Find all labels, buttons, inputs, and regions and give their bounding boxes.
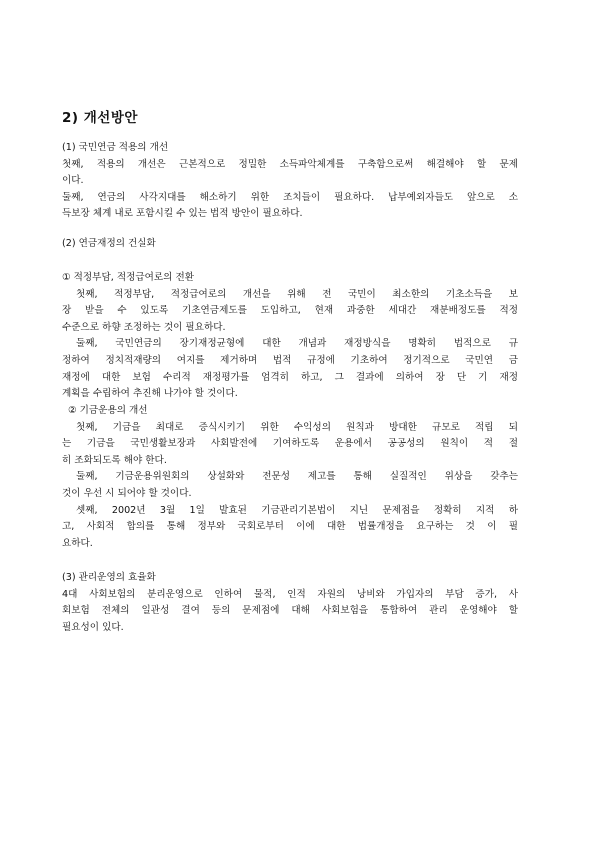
paragraph-line: 둘째, 기금운용위원회의 상설화와 전문성 제고를 통해 실질적인 위상을 갖추는 [76, 471, 518, 483]
paragraph-line: 고, 사회적 합의를 통해 정부와 국회로부터 이에 대한 법률개정을 요구하는 것 이 필 [62, 521, 518, 533]
subsection-burden-benefit [62, 270, 518, 403]
paragraph-line: 히 조화되도록 해야 한다. [62, 454, 167, 466]
paragraph-line: 필요성이 있다. [62, 621, 124, 633]
paragraph-line: 것이 우선 시 되어야 할 것이다. [62, 487, 192, 499]
paragraph-line: 이다. [62, 175, 84, 187]
subsection-title: (1) 국민연금 적용의 개선 [62, 142, 169, 153]
paragraph-line: 재정에 대한 보험 수리적 재정평가를 엄격히 하고, 그 결과에 의하여 장 단 기 재정 [62, 371, 518, 383]
section-finance [62, 236, 518, 253]
paragraph-line: 득보장 체계 내로 포함시킬 수 있는 법적 방안이 필요하다. [62, 208, 303, 220]
paragraph-line: 요하다. [62, 537, 93, 549]
subsection-title: (2) 연금재정의 건실화 [62, 238, 156, 249]
paragraph-line: 둘째, 국민연금의 장기재정균형에 대한 개념과 재정방식을 명확히 법적으로 규 [76, 338, 518, 350]
paragraph-line: 계획을 수립하여 추진해 나가야 할 것이다. [62, 388, 238, 400]
paragraph-line: 4대 사회보험의 분리운영으로 인하여 물적, 인적 자원의 낭비와 가입자의 부담 증가, 사 [62, 588, 518, 600]
section-coverage [62, 140, 518, 223]
paragraph-line: 첫째, 적정부담, 적정급여로의 개선을 위해 전 국민이 최소한의 기초소득을 보 [76, 288, 518, 300]
paragraph-line: 첫째, 적용의 개선은 근본적으로 정밀한 소득파악체계를 구축함으로써 해결해야 할 문제 [62, 158, 518, 170]
paragraph-line: 장 받을 수 있도록 기초연금제도를 도입하고, 현재 과중한 세대간 재분배정도를 적정 [62, 305, 518, 317]
subsection-title: (3) 관리운영의 효율화 [62, 572, 156, 583]
section-administration [62, 570, 518, 636]
paragraph-line: 수준으로 하향 조정하는 것이 필요하다. [62, 321, 226, 333]
paragraph-line: 둘째, 연금의 사각지대를 해소하기 위한 조치들이 필요하다. 납부예외자들도 앞으로 소 [62, 191, 518, 203]
subsection-fund-management [62, 403, 518, 552]
section-heading: 2) 개선방안 [62, 110, 138, 126]
paragraph-line: 정하여 정치적재량의 여지를 제거하며 법적 규정에 기초하여 정기적으로 국민연 금 [62, 354, 518, 366]
item-title: ① 적정부담, 적정급여로의 전환 [62, 272, 195, 283]
paragraph-line: 회보험 전체의 일관성 결여 등의 문제점에 대해 사회보험을 통합하여 관리 운영해야 할 [62, 605, 518, 617]
paragraph-line: 는 기금을 국민생활보장과 사회발전에 기여하도록 운용에서 공공성의 원칙이 적 절 [62, 438, 518, 450]
item-title: ② 기금운용의 개선 [68, 405, 148, 416]
paragraph-line: 셋째, 2002년 3월 1일 발효된 기금관리기본법이 지닌 문제점을 정확히 지적 하 [76, 504, 518, 516]
paragraph-line: 첫째, 기금을 최대로 증식시키기 위한 수익성의 원칙과 방대한 규모로 적립 되 [76, 421, 518, 433]
